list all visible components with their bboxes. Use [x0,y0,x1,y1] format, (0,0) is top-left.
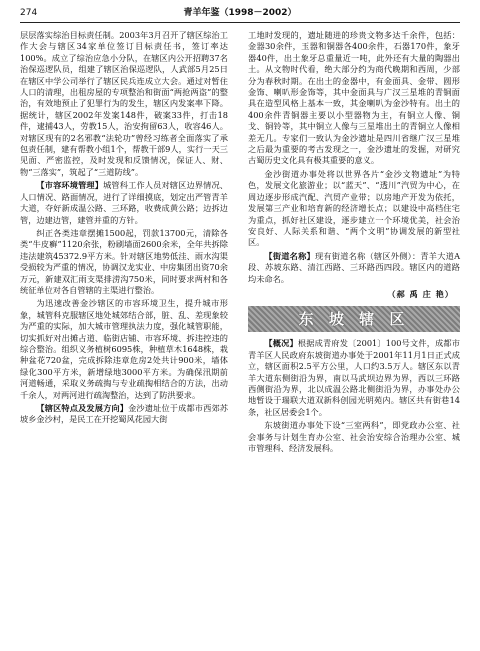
paragraph: 东坡街道办事处下设“三室两科”，即党政办公室、社会事务与计划生育办公室、社会治安综合治理办公室、城市管理科、经济发展科。 [248,420,460,453]
paragraph [20,180,228,226]
paragraph: 为迅速改善金沙辖区的市容环境卫生，提升城市形象，城管科克服辖区地处城郊结合部，脏、乱、差现象较为严重的实际，加大城市管理执法力度，强化城管职能，切实抓好对出摊占道、临街店铺、市容环境、拆违控违的综合整治。组织义务植树6095株，种植草木1648株，栽种盆花720盆，完成拆除违章危房2处共计900米，墙体绿化300平方米，新增绿地3000平方米。为确保汛期前河道畅通，采取义务疏掏与专业疏掏相结合的方法，出动千余人，对两河进行疏淘整治，达到了防洪要求。 [20,298,228,400]
paragraph [248,251,460,285]
paragraph [248,338,460,418]
section-tag-overview: 【概况】 [264,338,298,349]
paragraph: 纠正各类违章摆摊1500起，罚款13700元，清除各类“牛皮癣”1120余张，粉刷墙面2600余米，全年共拆除违法建筑45372.9平方米。针对辖区地势低洼、雨水沟渠受损较为严重的情况，协调汉龙实业、中房集团出资70余万元，新建双汇雨支渠排涝沟750米，同时要求两村和各统征单位对各自管辖的主渠进行整治。 [20,227,228,295]
paragraph: 工地时发现的，遗址随进的珍贵文物多达千余件，包括：金器30余件，玉器和铜器各400余件，石器170件，象牙器40件，出土象牙总重量近一吨，此外还有大量的陶器出土。从文物时代看，绝大部分约为商代晚期和西周，少部分为春秋时期。在出土的金器中，有金面具、金带、圆形金饰、喇叭形金饰等，其中金面具与广汉三星堆的青铜面具在造型风格上基本一致，其金喇叭为金沙特有。出土的400余件青铜器主要以小型器物为主，有铜立人像、铜戈、铜铃等，其中铜立人像与三星堆出土的青铜立人像相差无几。专家们一致认为金沙遗址是四川省继广汉三星堆之后最为重要的考古发现之一，金沙遗址的发掘，对研究古蜀历史文化具有极其重要的意义。 [248,30,460,166]
left-column [20,30,228,428]
running-title: 青羊年鉴（1998－2002） [183,8,297,18]
author-signature: （郝 禹 庄 艳） [387,288,454,299]
section-tag-environment: 【市容环境管理】 [36,180,104,191]
paragraph: 层层落实综治目标责任制。2003年3月召开了辖区综治工作大会与辖区34家单位签订目标责任书，签订率达100%。成立了综治应急小分队，在辖区内公开招聘37名治保巡逻队员，组建了辖区治保巡逻队，人武部5月25日在辖区中学公司举行了辖区民兵连成立大会。通过对暂住人口的清理，出租房屋的专项整治和街面“两抢两盗”的整治，有效地预止了犯罪行为的发生，辖区内发案率下降。据统计，辖区2002年发案148件，破案33件，打击18件，逮捕43人，劳教15人，治安拘留63人，收容46人。对辖区现有的2名邪教“法轮功”曾经习练者全面落实了承包责任制，建有帮教小组1个，帮教干部9人，实行一天三见面、严密监控，及时发现和反馈情况，保证人、财、物“三落实”，筑起了“三道防线”。 [20,30,228,177]
paragraph-text: 城管科工作人员对辖区边界情况、人口情况、路面情况，进行了详细摸底，划定出严管青羊大道，夺好新成温公路、三环路，收费成黄公路；边拆边管，边建边管，建管并重的方针。 [20,180,228,225]
section-banner-title: 东 坡 辖 区 [298,310,410,329]
paragraph-text: 现有街道名称（辖区外侧）：青羊大道A段、苏坡东路、清江西路、三环路西四段。辖区内的道路均未命名。 [248,250,460,284]
paragraph-text: 根据成青府发〔2001〕100号文件，成都市青羊区人民政府东坡街道办事处于2001年11月1日正式成立，辖区面积2.5平方公里，人口约3.5万人。辖区东以青羊大道东侧街沿为界，南以马武坝边界为界，西以三环路西侧街沿为界，北以成温公路北侧街沿为界，办事处办公地暂设于瑞联大道双新科创园光明苑内。辖区共有街巷14条，社区居委会1个。 [248,338,460,417]
page-number: 274 [20,8,38,18]
section-tag-street-names: 【街道名称】 [264,250,315,261]
paragraph [20,403,228,426]
right-column [248,30,460,456]
paragraph-text: 金沙遗址位于成都市西郊苏坡乡金沙村，是民工在开挖蜀风花园大街 [20,403,228,425]
page-header [20,6,460,23]
paragraph: 金沙街道办事处将以世界各片“金沙文物遗址”为特色，发展文化旅游业；以“蓝天”、“透川”汽贸为中心，在周边逐步形成汽配、汽贸产业带；以房地产开发为依托，发展第三产业和培育新的经济增长点；以建设中高档住宅为重点，抓好社区建设，逐步建立一个环境优美，社会治安良好、人际关系和谐、“两个文明”协调发展的新型社区。 [248,168,460,248]
section-banner [248,306,460,332]
section-tag-features: 【辖区特点及发展方向】 [36,403,129,413]
